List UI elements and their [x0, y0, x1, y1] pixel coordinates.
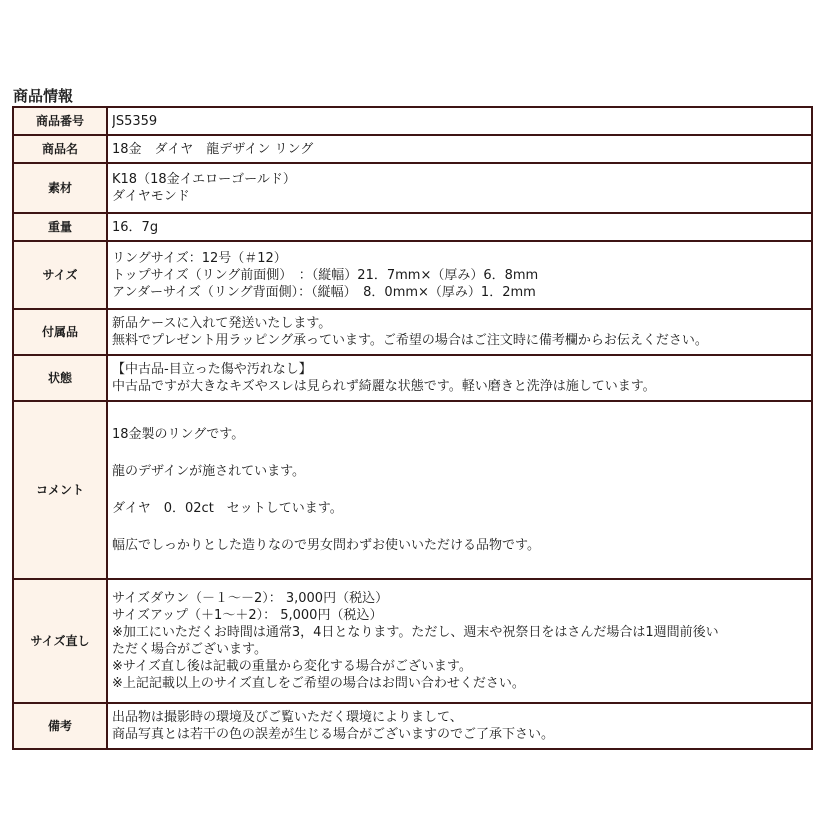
- value-line: トップサイズ（リング前面側） ：（縦幅）21．7mm×（厚み）6．8mm: [112, 267, 539, 283]
- product-number-value: [107, 107, 812, 135]
- value-line: アンダーサイズ（リング背面側）：（縦幅） 8．0mm×（厚み）1．2mm: [112, 284, 536, 300]
- size-value: [107, 241, 812, 309]
- value-line: [112, 519, 807, 536]
- product-name-value: [107, 135, 812, 163]
- value-line: ※上記記載以上のサイズ直しをご希望の場合はお問い合わせください。: [112, 676, 525, 691]
- condition-label: 状態: [13, 355, 107, 401]
- material-label: 素材: [13, 163, 107, 213]
- condition-value: [107, 355, 812, 401]
- size-adjustment-label: サイズ直し: [13, 579, 107, 703]
- notes-value: [107, 703, 812, 749]
- row-product-name: [13, 135, 812, 163]
- row-size: [13, 241, 812, 309]
- value-line: [112, 445, 807, 462]
- value-line: 商品写真とは若干の色の誤差が生じる場合がございますのでご了承下さい。: [112, 727, 555, 742]
- product-number-label: 商品番号: [13, 107, 107, 135]
- value-line: 16．7g: [112, 219, 159, 235]
- comment-value: [107, 401, 812, 579]
- value-line: 新品ケースに入れて発送いたします。: [112, 316, 332, 331]
- value-line: 無料でプレゼント用ラッピング承っています。ご希望の場合はご注文時に備考欄からお伝えください。: [112, 333, 708, 348]
- row-condition: [13, 355, 812, 401]
- value-line: [112, 408, 807, 425]
- value-line: サイズアップ（＋1～＋2）： 5,000円（税込）: [112, 608, 383, 623]
- value-line: ただく場合がございます。: [112, 642, 267, 657]
- section-title: 商品情報: [13, 87, 74, 105]
- value-line: 中古品ですが大きなキズやスレは見られず綺麗な状態です。軽い磨きと洗浄は施しています。: [112, 379, 656, 394]
- value-line: ※加工にいただくお時間は通常3，4日となります。ただし、週末や祝祭日をはさんだ場合は1週間前後い: [112, 625, 719, 640]
- value-line: [112, 556, 807, 573]
- accessories-value: [107, 309, 812, 355]
- value-line: 18金製のリングです。: [112, 426, 245, 442]
- accessories-label: 付属品: [13, 309, 107, 355]
- product-info-table: [12, 106, 813, 750]
- row-product-number: [13, 107, 812, 135]
- value-line: JS5359: [112, 113, 158, 129]
- product-name-label: 商品名: [13, 135, 107, 163]
- weight-value: [107, 213, 812, 241]
- size-adjustment-value: [107, 579, 812, 703]
- row-weight: [13, 213, 812, 241]
- value-line: 【中古品-目立った傷や汚れなし】: [112, 362, 312, 377]
- value-line: リングサイズ：12号（＃12）: [112, 250, 287, 266]
- value-line: ダイヤモンド: [112, 189, 190, 204]
- value-line: ※サイズ直し後は記載の重量から変化する場合がございます。: [112, 659, 472, 674]
- value-line: サイズダウン（－１～－2）： 3,000円（税込）: [112, 591, 389, 606]
- material-value: [107, 163, 812, 213]
- notes-label: 備考: [13, 703, 107, 749]
- comment-label: コメント: [13, 401, 107, 579]
- value-line: 出品物は撮影時の環境及びご覧いただく環境によりまして、: [112, 710, 463, 725]
- value-line: 18金 ダイヤ 龍デザイン リング: [112, 141, 314, 157]
- value-line: 幅広でしっかりとした造りなので男女問わずお使いいただける品物です。: [112, 537, 540, 553]
- value-line: [112, 482, 807, 499]
- row-size-adjustment: [13, 579, 812, 703]
- row-notes: [13, 703, 812, 749]
- row-material: [13, 163, 812, 213]
- weight-label: 重量: [13, 213, 107, 241]
- size-label: サイズ: [13, 241, 107, 309]
- value-line: ダイヤ 0．02ct セットしています。: [112, 500, 343, 516]
- row-accessories: [13, 309, 812, 355]
- value-line: 龍のデザインが施されています。: [112, 463, 306, 479]
- row-comment: [13, 401, 812, 579]
- value-line: K18（18金イエローゴールド）: [112, 172, 296, 187]
